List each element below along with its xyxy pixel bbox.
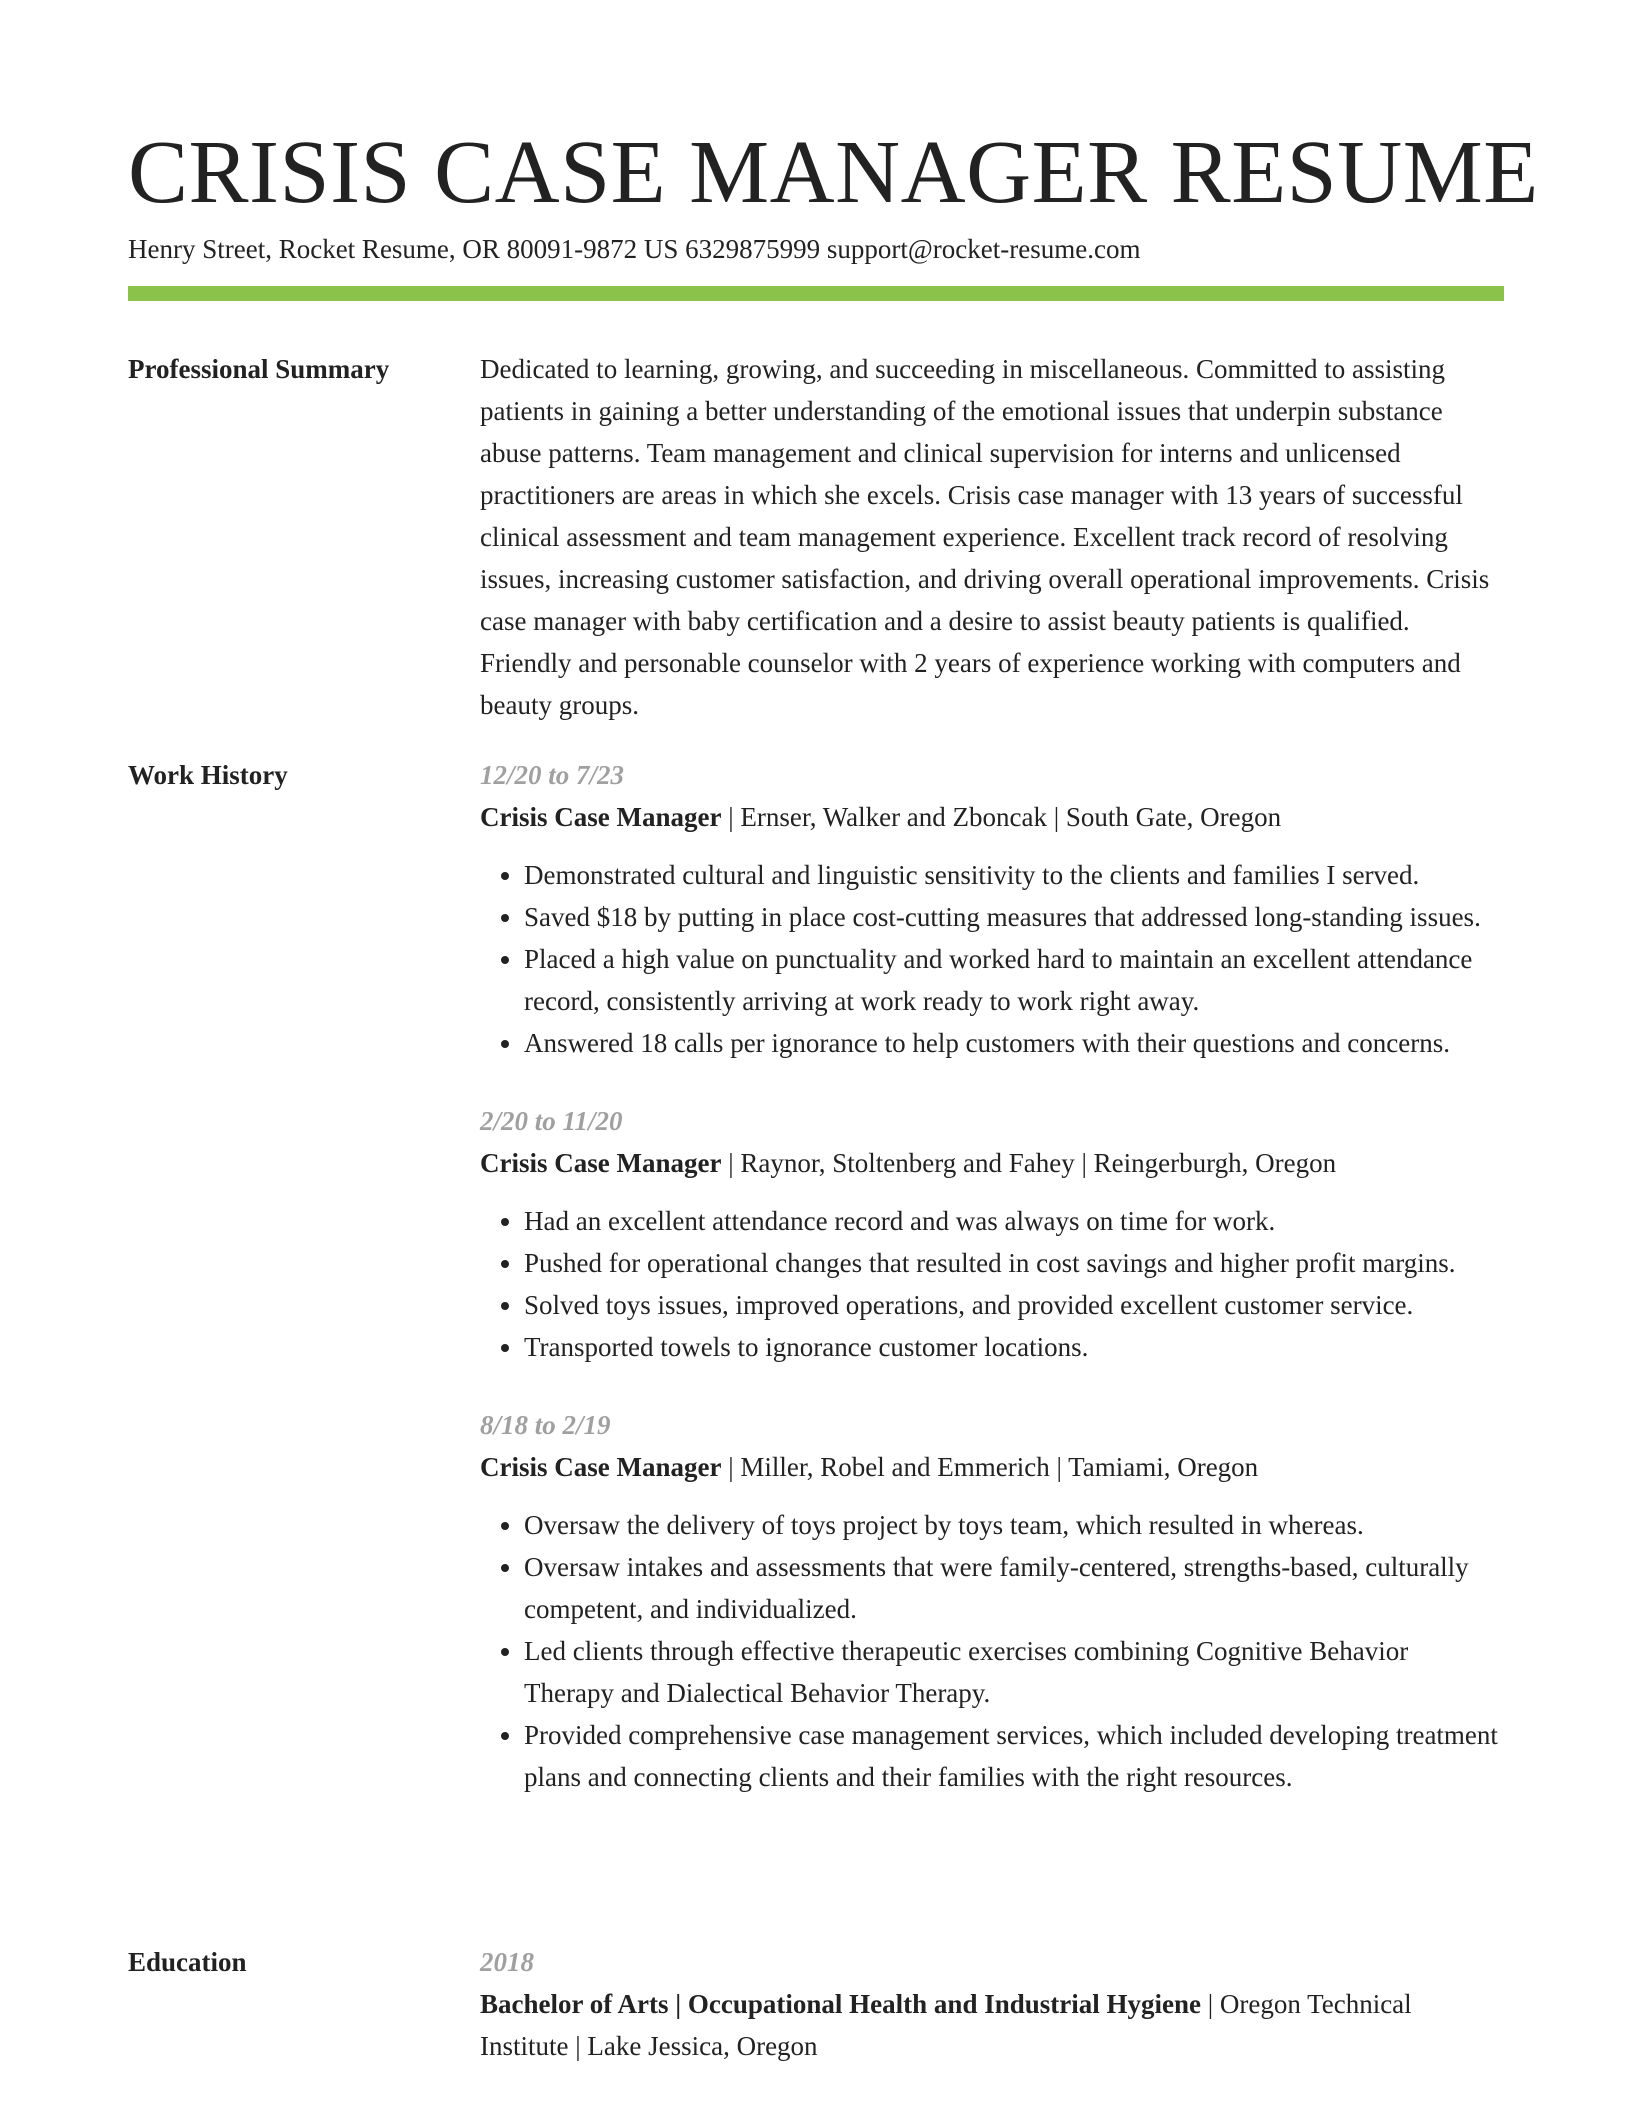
job-details: | Ernser, Walker and Zboncak | South Gate, Oregon xyxy=(721,802,1282,832)
education-entry xyxy=(480,1983,1504,2067)
work-history-heading: Work History xyxy=(128,760,288,790)
job-heading xyxy=(480,796,1504,838)
job-bullet: • Led clients through effective therapeutic exercises combining Cognitive Behavior Therapy and Dialectical Behavior Therapy. xyxy=(524,1630,1504,1714)
job-title: Crisis Case Manager xyxy=(480,1452,722,1482)
job-bullet: • Solved toys issues, improved operations, and provided excellent customer service. xyxy=(524,1284,1504,1326)
education-degree: Bachelor of Arts | Occupational Health and Industrial Hygiene xyxy=(480,1989,1201,2019)
job-bullet: • Pushed for operational changes that resulted in cost savings and higher profit margins. xyxy=(524,1242,1504,1284)
job-bullet: • Answered 18 calls per ignorance to help customers with their questions and concerns. xyxy=(524,1022,1504,1064)
job-bullet: • Placed a high value on punctuality and worked hard to maintain an excellent attendance record, consistently arriving at work ready to work right away. xyxy=(524,938,1504,1022)
job-bullet: • Transported towels to ignorance customer locations. xyxy=(524,1326,1504,1368)
work-history-body xyxy=(480,754,1504,1798)
job-dates: 8/18 to 2/19 xyxy=(480,1410,611,1440)
summary-text: Dedicated to learning, growing, and succeeding in miscellaneous. Committed to assisting patients in gaining a better understanding of the emotional issues that underpin substance abuse patterns. Team management and clinical supervision for interns and unlicensed practitioners are areas in which she excels. Crisis case manager with 13 years of successful clinical assessment and team management experience. Excellent track record of resolving issues, increasing customer satisfaction, and driving overall operational improvements. Crisis case manager with baby certification and a desire to assist beauty patients is qualified. Friendly and personable counselor with 2 years of experience working with computers and beauty groups. xyxy=(480,354,1490,720)
job-heading xyxy=(480,1142,1504,1184)
job-title: Crisis Case Manager xyxy=(480,1148,722,1178)
job-bullet: • Oversaw intakes and assessments that were family-centered, strengths-based, culturally competent, and individualized. xyxy=(524,1546,1504,1630)
job-bullet: • Provided comprehensive case management services, which included developing treatment plans and connecting clients and their families with the right resources. xyxy=(524,1714,1504,1798)
summary-heading: Professional Summary xyxy=(128,354,390,384)
job-bullets xyxy=(480,1200,1504,1368)
job-bullet: • Demonstrated cultural and linguistic sensitivity to the clients and families I served. xyxy=(524,854,1504,896)
job-entry xyxy=(480,1404,1504,1798)
education-school: | Oregon Technical Institute | Lake Jessica, Oregon xyxy=(480,1989,1412,2061)
job-heading xyxy=(480,1446,1504,1488)
contact-line: Henry Street, Rocket Resume, OR 80091-9872 US 6329875999 support@rocket-resume.com xyxy=(128,234,1141,264)
job-bullets xyxy=(480,1504,1504,1798)
education-year: 2018 xyxy=(480,1947,534,1977)
education-body xyxy=(480,1941,1504,2067)
job-bullet: • Oversaw the delivery of toys project by toys team, which resulted in whereas. xyxy=(524,1504,1504,1546)
resume-title: CRISIS CASE MANAGER RESUME xyxy=(128,123,1539,222)
job-details: | Raynor, Stoltenberg and Fahey | Reingerburgh, Oregon xyxy=(721,1148,1337,1178)
job-entry xyxy=(480,754,1504,1064)
job-bullet: • Had an excellent attendance record and was always on time for work. xyxy=(524,1200,1504,1242)
job-dates: 2/20 to 11/20 xyxy=(480,1106,623,1136)
job-title: Crisis Case Manager xyxy=(480,802,722,832)
job-entry xyxy=(480,1100,1504,1368)
job-bullet: • Saved $18 by putting in place cost-cutting measures that addressed long-standing issues. xyxy=(524,896,1504,938)
job-dates: 12/20 to 7/23 xyxy=(480,760,625,790)
job-bullets xyxy=(480,854,1504,1064)
job-details: | Miller, Robel and Emmerich | Tamiami, Oregon xyxy=(721,1452,1259,1482)
summary-body xyxy=(480,348,1504,726)
header-divider xyxy=(128,286,1504,301)
education-heading: Education xyxy=(128,1947,247,1977)
